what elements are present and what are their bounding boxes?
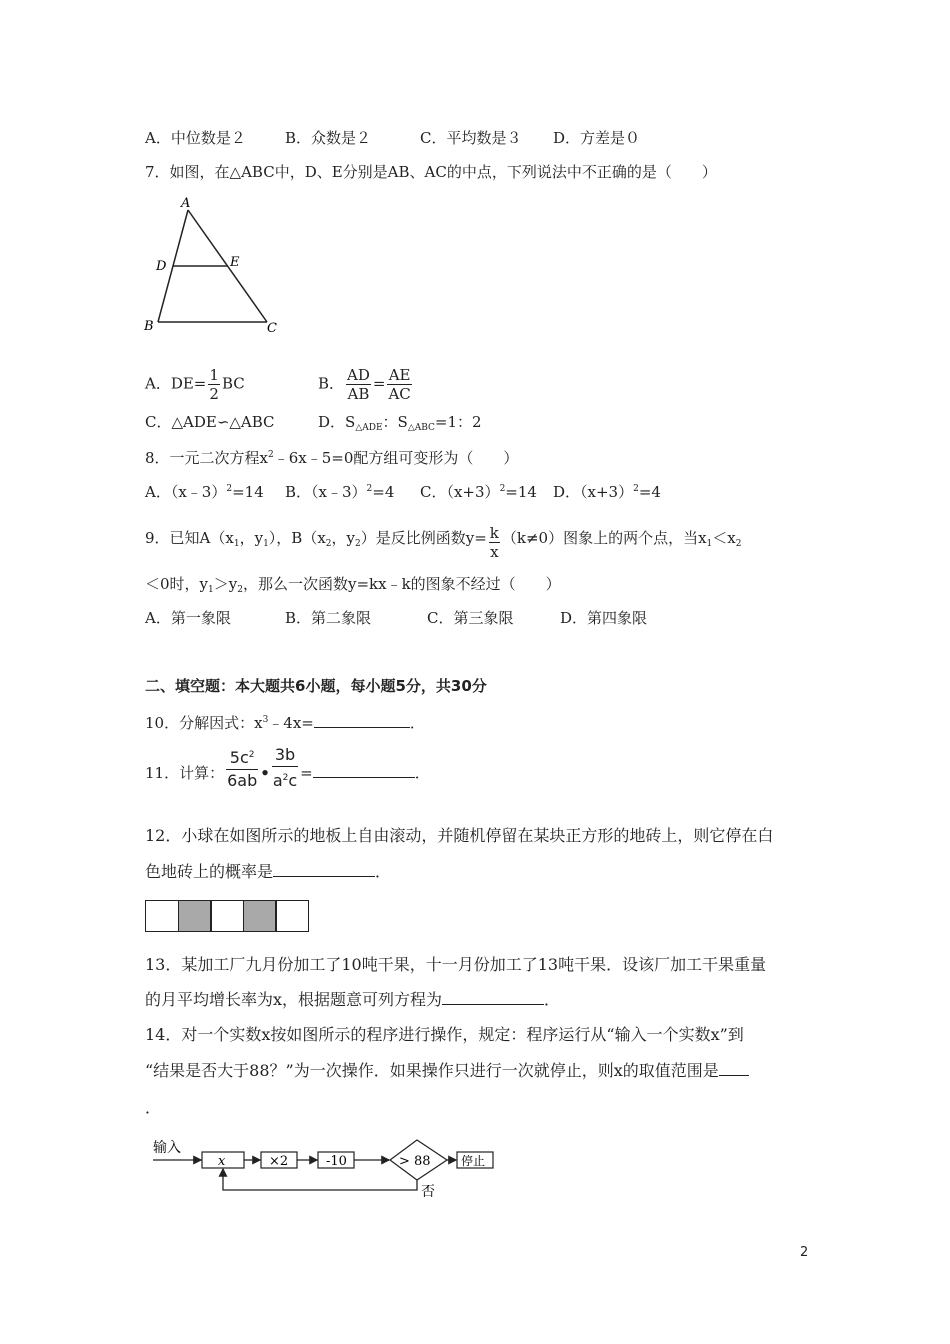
tile-gray (178, 900, 212, 932)
flow-no-label: 否 (421, 1184, 435, 1200)
q11-fraction-1-num (226, 744, 258, 770)
q8-option-c-post: =14 (505, 483, 537, 501)
q8-option-d-post: =4 (638, 483, 661, 501)
q11-equals: = (300, 764, 313, 782)
flow-x-label: x (218, 1154, 226, 1169)
q13-answer-blank[interactable] (442, 990, 544, 1005)
q7-option-a-prefix: A．DE= (145, 374, 207, 393)
q9-s3: 2 (325, 539, 332, 549)
q9-p6: （k≠0）图象上的两个点，当x (501, 529, 707, 547)
q9-line2-s1: 1 (208, 585, 214, 595)
flow-minus10-label: -10 (326, 1154, 347, 1169)
q13-line-1: 13．某加工厂九月份加工了10吨干果，十一月份加工了13吨干果．设该厂加工干果重量 (145, 955, 767, 974)
q9-option-d: D．第四象限 (560, 609, 648, 627)
q7-label-a: A (181, 196, 191, 211)
q11-f2-den-sup: 2 (282, 773, 289, 783)
q11-fraction-2-den (272, 767, 298, 792)
q8-option-b-pre: B．（x﹣3） (285, 483, 367, 501)
q7-label-c: C (267, 321, 277, 336)
q8-option-a-post: =14 (232, 483, 264, 501)
section-2-heading: 二、填空题：本大题共6小题，每小题5分，共30分 (145, 677, 487, 695)
q9-s4: 2 (355, 539, 361, 549)
q9-option-a: A．第一象限 (145, 609, 231, 627)
q12-answer-blank[interactable] (273, 862, 375, 877)
q11-fraction-2 (272, 744, 298, 792)
q14-answer-blank[interactable] (719, 1061, 749, 1076)
q13-line-2-text: 的月平均增长率为x，根据题意可列方程为 (145, 990, 443, 1009)
q11-f1-num-sup: 2 (248, 750, 255, 760)
q9-option-c: C．第三象限 (427, 609, 514, 627)
q8-option-c-pre: C．（x+3） (420, 483, 500, 501)
q7-option-b-equals: = (372, 374, 386, 393)
page-number: 2 (800, 1245, 809, 1260)
flow-gt88-label: > 88 (399, 1154, 431, 1169)
q8-option-a-sup: 2 (226, 484, 233, 494)
q7-option-d-suffix: =1：2 (434, 413, 482, 431)
q9-fraction-num: k (489, 524, 499, 542)
q9-p2: ，y (239, 529, 264, 547)
q6-option-d: D．方差是０ (553, 129, 641, 147)
q6-option-b: B．众数是２ (285, 129, 372, 147)
q9-option-b: B．第二象限 (285, 609, 372, 627)
q14-line-2 (145, 1061, 749, 1081)
q7-option-b-prefix: B． (318, 374, 345, 393)
q6-option-a: A．中位数是２ (145, 129, 246, 147)
q7-label-d: D (156, 259, 167, 274)
q9-stem-line-2 (145, 574, 561, 600)
q10-answer-blank[interactable] (314, 713, 410, 728)
q9-p3: ），B（x (268, 529, 326, 547)
q11-fraction-1 (226, 744, 258, 792)
q14-line-1: 14．对一个实数x按如图所示的程序进行操作，规定：程序运行从“输入一个实数x”到 (145, 1025, 744, 1044)
q7-option-a (145, 366, 245, 403)
tile-white (210, 900, 244, 932)
flow-times2-label: ×2 (269, 1154, 289, 1169)
q7-option-b-num-2: AE (388, 366, 411, 384)
q11-end: ． (414, 764, 430, 782)
q7-option-a-denominator: 2 (209, 385, 219, 403)
q11-dot: • (260, 764, 270, 782)
q9-s1: 1 (233, 539, 240, 549)
q12-line-1: 12．小球在如图所示的地板上自由滚动，并随机停留在某块正方形的地砖上，则它停在白 (145, 826, 774, 845)
tile-gray (243, 900, 277, 932)
q8-stem (145, 445, 518, 468)
q7-option-d-sub-1: △ADE (355, 423, 383, 433)
q9-fraction (489, 524, 500, 561)
q8-option-a (145, 479, 264, 502)
flow-stop-label: 停止 (461, 1154, 486, 1168)
q7-option-b-den-2: AC (388, 385, 411, 403)
q7-option-b-fraction-1 (346, 366, 371, 403)
q11-f2-den-text: a (272, 771, 283, 790)
q9-line2-c: ，那么一次函数y=kx﹣k的图象不经过（ ） (242, 575, 561, 593)
q7-option-b (318, 366, 414, 403)
q14-line-2-text: “结果是否大于88？”为一次操作．如果操作只进行一次就停止，则x的取值范围是 (145, 1061, 719, 1080)
q7-option-c: C．△ADE∽△ABC (145, 413, 275, 431)
q7-option-b-fraction-2 (387, 366, 411, 403)
q8-option-d-sup: 2 (633, 484, 639, 494)
q7-label-b: B (144, 319, 154, 334)
q10-pre: 10．分解因式：x (145, 714, 263, 732)
q11-f1-num-text: 5c (229, 748, 249, 767)
q7-triangle-figure (140, 192, 285, 337)
q8-option-b-post: =4 (372, 483, 395, 501)
q9-line2-s2: 2 (237, 585, 243, 595)
q13-end: ． (544, 990, 561, 1009)
q11-pre: 11．计算： (145, 764, 225, 782)
q11 (145, 744, 430, 792)
q9-p5: ）是反比例函数y= (360, 529, 487, 547)
q8-option-b (285, 479, 394, 502)
q10-post: ﹣4x= (268, 714, 314, 732)
q7-option-d-mid: ：S (382, 413, 408, 431)
q11-f2-den-post: c (288, 771, 298, 790)
q11-answer-blank[interactable] (313, 763, 415, 778)
flow-input-label: 输入 (153, 1140, 181, 1156)
q7-option-d (318, 412, 482, 438)
q6-option-c: C．平均数是３ (420, 129, 522, 147)
q7-option-b-num-1: AD (347, 366, 370, 384)
q9-line2-a: ＜0时，y (145, 575, 209, 593)
q7-stem: 7．如图，在△ABC中，D、E分别是AB、AC的中点，下列说法中不正确的是（ ） (145, 163, 717, 181)
q7-option-a-numerator: 1 (209, 366, 219, 384)
q8-option-b-sup: 2 (366, 484, 373, 494)
q9-stem-line-1 (145, 524, 741, 561)
q9-p1: 9．已知A（x (145, 529, 234, 547)
q7-option-a-suffix: BC (221, 374, 245, 393)
q8-stem-sup: 2 (268, 450, 274, 460)
q12-floor-tiles (145, 900, 309, 932)
q9-s2: 1 (263, 539, 269, 549)
q8-option-d-pre: D．（x+3） (553, 483, 634, 501)
q13-line-2 (145, 990, 560, 1010)
q8-stem-b: ﹣6x﹣5=0配方组可变形为（ ） (273, 449, 519, 467)
q8-option-c (420, 479, 537, 502)
q9-line2-b: ＞y (213, 575, 238, 593)
q14-line-3: ． (145, 1098, 162, 1117)
q11-fraction-2-num: 3b (272, 744, 298, 767)
q14-flowchart (145, 1130, 505, 1200)
tile-white (275, 900, 309, 932)
q9-p4: ，y (331, 529, 355, 547)
q10-sup: 3 (262, 715, 269, 725)
q7-option-d-sub-2: △ABC (407, 423, 435, 433)
q8-option-d (553, 479, 661, 502)
q12-end: ． (375, 862, 392, 881)
q9-s5: 1 (706, 539, 713, 549)
q12-line-2-text: 色地砖上的概率是 (145, 862, 274, 881)
q8-stem-a: 8．一元二次方程x (145, 449, 269, 467)
q7-option-a-fraction (208, 366, 220, 403)
q10 (145, 710, 425, 733)
tile-white (145, 900, 179, 932)
q9-s6: 2 (735, 539, 742, 549)
q7-label-e: E (230, 255, 240, 270)
q12-line-2 (145, 862, 391, 882)
q9-fraction-den: x (490, 543, 499, 561)
q7-option-b-den-1: AB (347, 385, 370, 403)
q8-option-c-sup: 2 (499, 484, 506, 494)
q11-fraction-1-den: 6ab (227, 771, 258, 790)
q10-end: ． (409, 714, 425, 732)
q7-option-d-prefix: D．S (318, 413, 356, 431)
q9-p7: ＜x (712, 529, 736, 547)
q8-option-a-pre: A．（x﹣3） (145, 483, 227, 501)
